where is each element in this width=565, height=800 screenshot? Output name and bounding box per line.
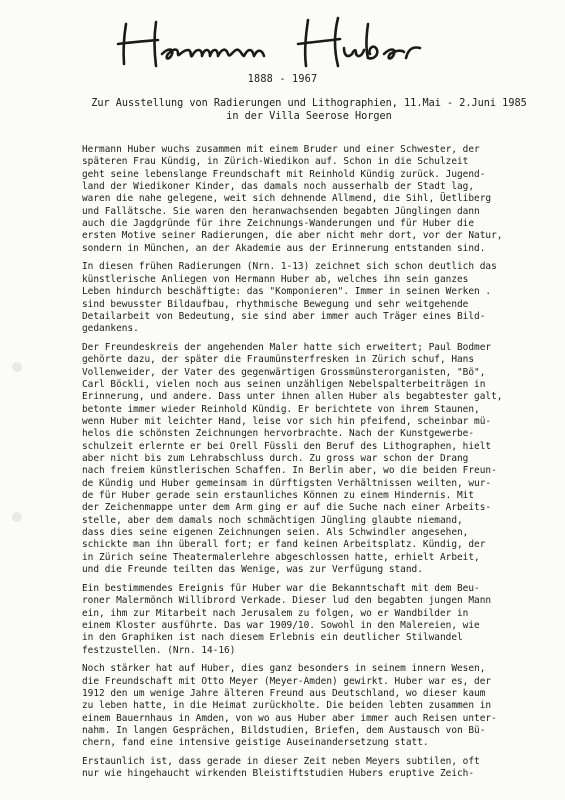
text-line: roner Malermönch Willibrord Verkade. Dieser lud den begabten jungen Mann [82, 595, 492, 607]
signature-logo [112, 14, 452, 72]
text-line: nach freiem künstlerischen Schaffen. In Berlin aber, wo die beiden Freun- [82, 465, 497, 477]
text-line: In diesen frühen Radierungen (Nrn. 1-13) zeichnet sich schon deutlich das [82, 261, 497, 273]
text-line: schulzeit erlernte er bei Orell Füssli den Beruf des Lithographen, hielt [82, 440, 492, 452]
text-line: Ein bestimmendes Ereignis für Huber war die Bekanntschaft mit dem Beu- [82, 582, 480, 594]
text-line: Leben hindurch beschäftigte: das "Komponieren". Immer in seinen Werken . [82, 286, 492, 298]
text-line: gedankens. [82, 323, 139, 335]
body-paragraph [82, 144, 560, 255]
text-line: dass dies seine eigenen Zeichnungen seien. Als Schwindler angesehen, [82, 527, 469, 539]
text-line: einem Kloster ausführte. Das war 1909/10. Sowohl in den Malereien, wie [82, 619, 480, 631]
text-line: de für Huber gerade sein erstaunliches Können zu einem Hindernis. Mit [82, 490, 475, 502]
body-paragraph [82, 342, 560, 577]
text-line: Noch stärker hat auf Huber, dies ganz besonders in seinem innern Wesen, [82, 663, 486, 675]
text-line: helos die schönsten Zeichnungen hervorbrachte. Nach der Kunstgewerbe- [82, 428, 475, 440]
text-line: ersten Motive seiner Radierungen, die aber nicht mehr dort, vor der Natur, [82, 230, 503, 242]
punch-hole-mark [12, 512, 22, 522]
text-line: auch die Jagdgründe für ihre Zeichnungs-Wanderungen und für Huber die [82, 218, 475, 230]
subtitle-line: in der Villa Seerose Horgen [226, 111, 392, 122]
text-line: de Kündig und Huber gemeinsam in dürftigsten Verhältnissen weilten, wur- [82, 477, 492, 489]
text-line: gehörte dazu, der später die Fraumünsterfresken in Zürich schuf, Hans [82, 354, 475, 366]
text-line: Erstaunlich ist, dass gerade in dieser Zeit neben Meyers subtilen, oft [82, 756, 480, 768]
text-line: einem Bauernhaus in Amden, von wo aus Huber aber immer auch Reisen unter- [82, 712, 497, 724]
body-text [82, 144, 560, 787]
text-line: und Fallätsche. Sie waren den heranwachsenden begabten Jünglingen dann [82, 205, 480, 217]
text-line: Der Freundeskreis der angehenden Maler hatte sich erweitert; Paul Bodmer [82, 341, 492, 353]
text-line: Vollenweider, der Vater des gegenwärtigen Grossmünsterorganisten, "Bö", [82, 366, 486, 378]
body-paragraph [82, 756, 560, 781]
subtitle-line: Zur Ausstellung von Radierungen und Lithographien, 11.Mai - 2.Juni 1985 [91, 98, 527, 109]
text-line: Erinnerung, und andere. Dass unter ihnen allen Huber als begabtester galt, [82, 391, 503, 403]
text-line: chern, fand eine intensive geistige Auseinandersetzung statt. [82, 737, 429, 749]
text-line: und die Freunde teilten das Wenige, was zur Verfügung stand. [82, 564, 423, 576]
text-line: 1912 den um wenige Jahre älteren Freund aus Deutschland, wo dieser kaum [82, 688, 486, 699]
exhibition-subtitle [64, 97, 554, 123]
body-paragraph [82, 583, 560, 657]
text-line: land der Wiedikoner Kinder, das damals noch ausserhalb der Stadt lag, [82, 181, 475, 193]
text-line: betonte immer wieder Reinhold Kündig. Er berichtete von ihrem Staunen, [82, 403, 480, 415]
text-line: stelle, aber dem damals noch schmächtigen Jüngling glaubte niemand, [82, 514, 463, 526]
body-paragraph [82, 663, 560, 749]
text-line: Carl Böckli, vielen noch aus seinen unzähligen Nebelspalterbeiträgen in [82, 378, 486, 390]
text-line: künstlerische Anliegen von Hermann Huber ab, welches ihn sein ganzes [82, 273, 469, 285]
text-line: nahm. In langen Gesprächen, Bildstudien, Briefen, dem Austausch von Bü- [82, 725, 486, 737]
text-line: nur wie hingehaucht wirkenden Bleistiftstudien Hubers eruptive Zeich- [82, 768, 475, 780]
text-line: späteren Frau Kündig, in Zürich-Wiedikon auf. Schon in die Schulzeit [82, 156, 469, 168]
text-line: wenn Huber mit leichter Hand, leise vor sich hin pfeifend, scheinbar mü- [82, 416, 492, 427]
text-line: in Zürich seine Theatermalerlehre abgeschlossen hatte, erhielt Arbeit, [82, 551, 480, 563]
text-line: in den Graphiken ist nach diesem Erlebnis ein deutlicher Stilwandel [82, 632, 463, 644]
text-line: sondern in München, an der Akademie aus der Erinnerung entstanden sind. [82, 242, 486, 254]
text-line: geht seine lebenslange Freundschaft mit Reinhold Kündig zurück. Jugend- [82, 168, 486, 180]
text-line: der Zeichenmappe unter dem Arm ging er auf die Suche nach einer Arbeits- [82, 502, 492, 514]
text-line: Hermann Huber wuchs zusammen mit einem Bruder und einer Schwester, der [82, 144, 480, 155]
text-line: sind bewusster Bildaufbau, rhythmische Bewegung und sehr weitgehende [82, 298, 469, 310]
text-line: Detailarbeit von Bedeutung, sie sind aber immer auch Träger eines Bild- [82, 310, 486, 322]
text-line: die Freundschaft mit Otto Meyer (Meyer-Amden) gewirkt. Huber war es, der [82, 675, 492, 687]
text-line: aber nicht bis zum Lehrabschluss durch. Zu gross war schon der Drang [82, 453, 469, 465]
text-line: zu leben hatte, in die Heimat zurückholte. Die beiden lebten zusammen in [82, 700, 492, 712]
life-dates: 1888 - 1967 [247, 74, 318, 85]
text-line: festzustellen. (Nrn. 14-16) [82, 644, 236, 656]
text-line: ein, ihm zur Mitarbeit nach Jerusalem zu folgen, wo er Wandbilder in [82, 607, 469, 619]
punch-hole-mark [12, 362, 22, 372]
text-line: schickte man ihn überall fort; er fand keinen Arbeitsplatz. Kündig, der [82, 539, 486, 551]
body-paragraph [82, 261, 560, 335]
text-line: waren die nahe gelegene, weit sich dehnende Allmend, die Sihl, Üetliberg [82, 193, 492, 205]
